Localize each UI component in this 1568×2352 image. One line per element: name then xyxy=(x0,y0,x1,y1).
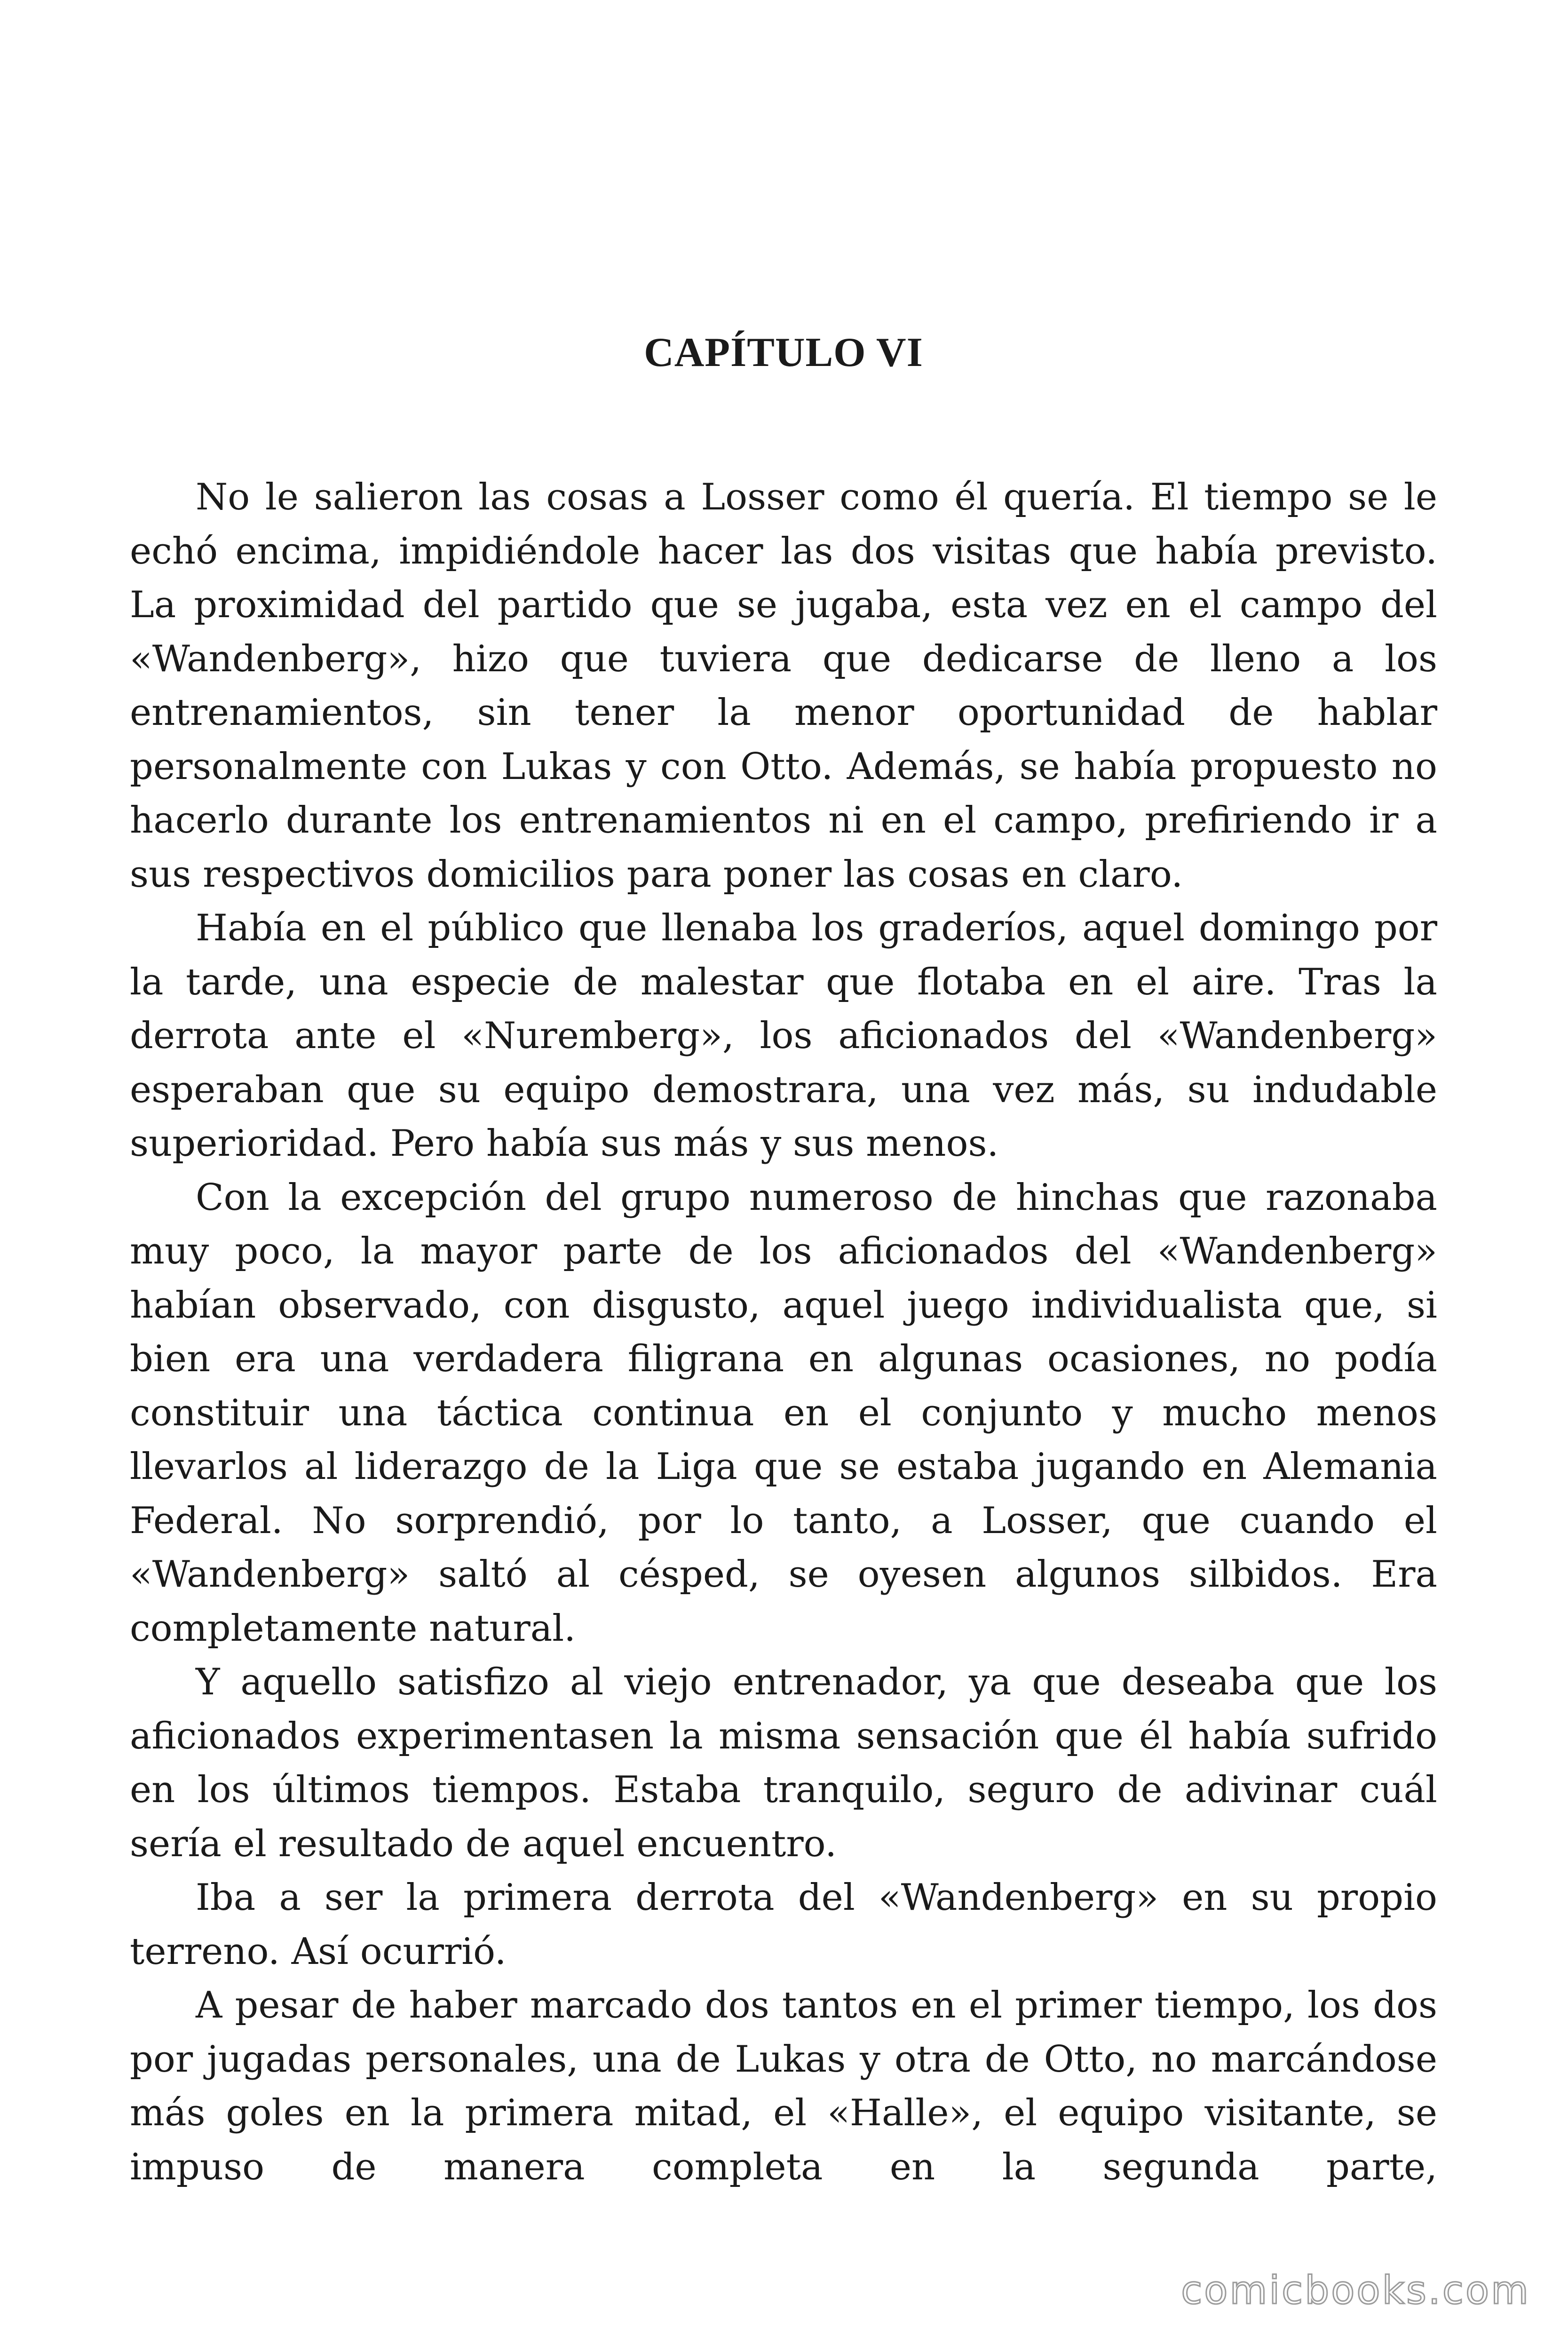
book-page xyxy=(130,0,1437,2352)
paragraph: Iba a ser la primera derrota del «Wandenberg» en su propio terreno. Así ocurrió. xyxy=(130,1876,1437,1973)
chapter-title: CAPÍTULO VI xyxy=(644,330,923,375)
watermark: comicbooks.com xyxy=(1181,2268,1530,2313)
paragraph: No le salieron las cosas a Losser como él quería. El tiempo se le echó encima, impidiéndole hacer las dos visitas que había previsto. La proximidad del partido que se jugaba, esta vez en el campo del «Wandenberg», hizo que tuviera que dedicarse de lleno a los entrenamientos, sin tener la menor oportunidad de hablar personalmente con Lukas y con Otto. Además, se había propuesto no hacerlo durante los entrenamientos ni en el campo, prefiriendo ir a sus respectivos domicilios para poner las cosas en claro. xyxy=(130,476,1437,896)
paragraph: Y aquello satisfizo al viejo entrenador, ya que deseaba que los aficionados experimentasen la misma sensación que él había sufrido en los últimos tiempos. Estaba tranquilo, seguro de adivinar cuál sería el resultado de aquel encuentro. xyxy=(130,1661,1437,1865)
paragraph: A pesar de haber marcado dos tantos en el primer tiempo, los dos por jugadas personales, una de Lukas y otra de Otto, no marcándose más goles en la primera mitad, el «Halle», el equipo visitante, se impuso de manera completa en la segunda parte, xyxy=(130,1984,1437,2188)
chapter-body xyxy=(130,470,1437,2194)
paragraph: Con la excepción del grupo numeroso de hinchas que razonaba muy poco, la mayor parte de los aficionados del «Wandenberg» habían observado, con disgusto, aquel juego individualista que, si bien era una verdadera filigrana en algunas ocasiones, no podía constituir una táctica continua en el conjunto y mucho menos llevarlos al liderazgo de la Liga que se estaba jugando en Alemania Federal. No sorprendió, por lo tanto, a Losser, que cuando el «Wandenberg» saltó al césped, se oyesen algunos silbidos. Era completamente natural. xyxy=(130,1176,1437,1650)
paragraph: Había en el público que llenaba los graderíos, aquel domingo por la tarde, una especie de malestar que flotaba en el aire. Tras la derrota ante el «Nuremberg», los aficionados del «Wandenberg» esperaban que su equipo demostrara, una vez más, su indudable superioridad. Pero había sus más y sus menos. xyxy=(130,907,1437,1165)
